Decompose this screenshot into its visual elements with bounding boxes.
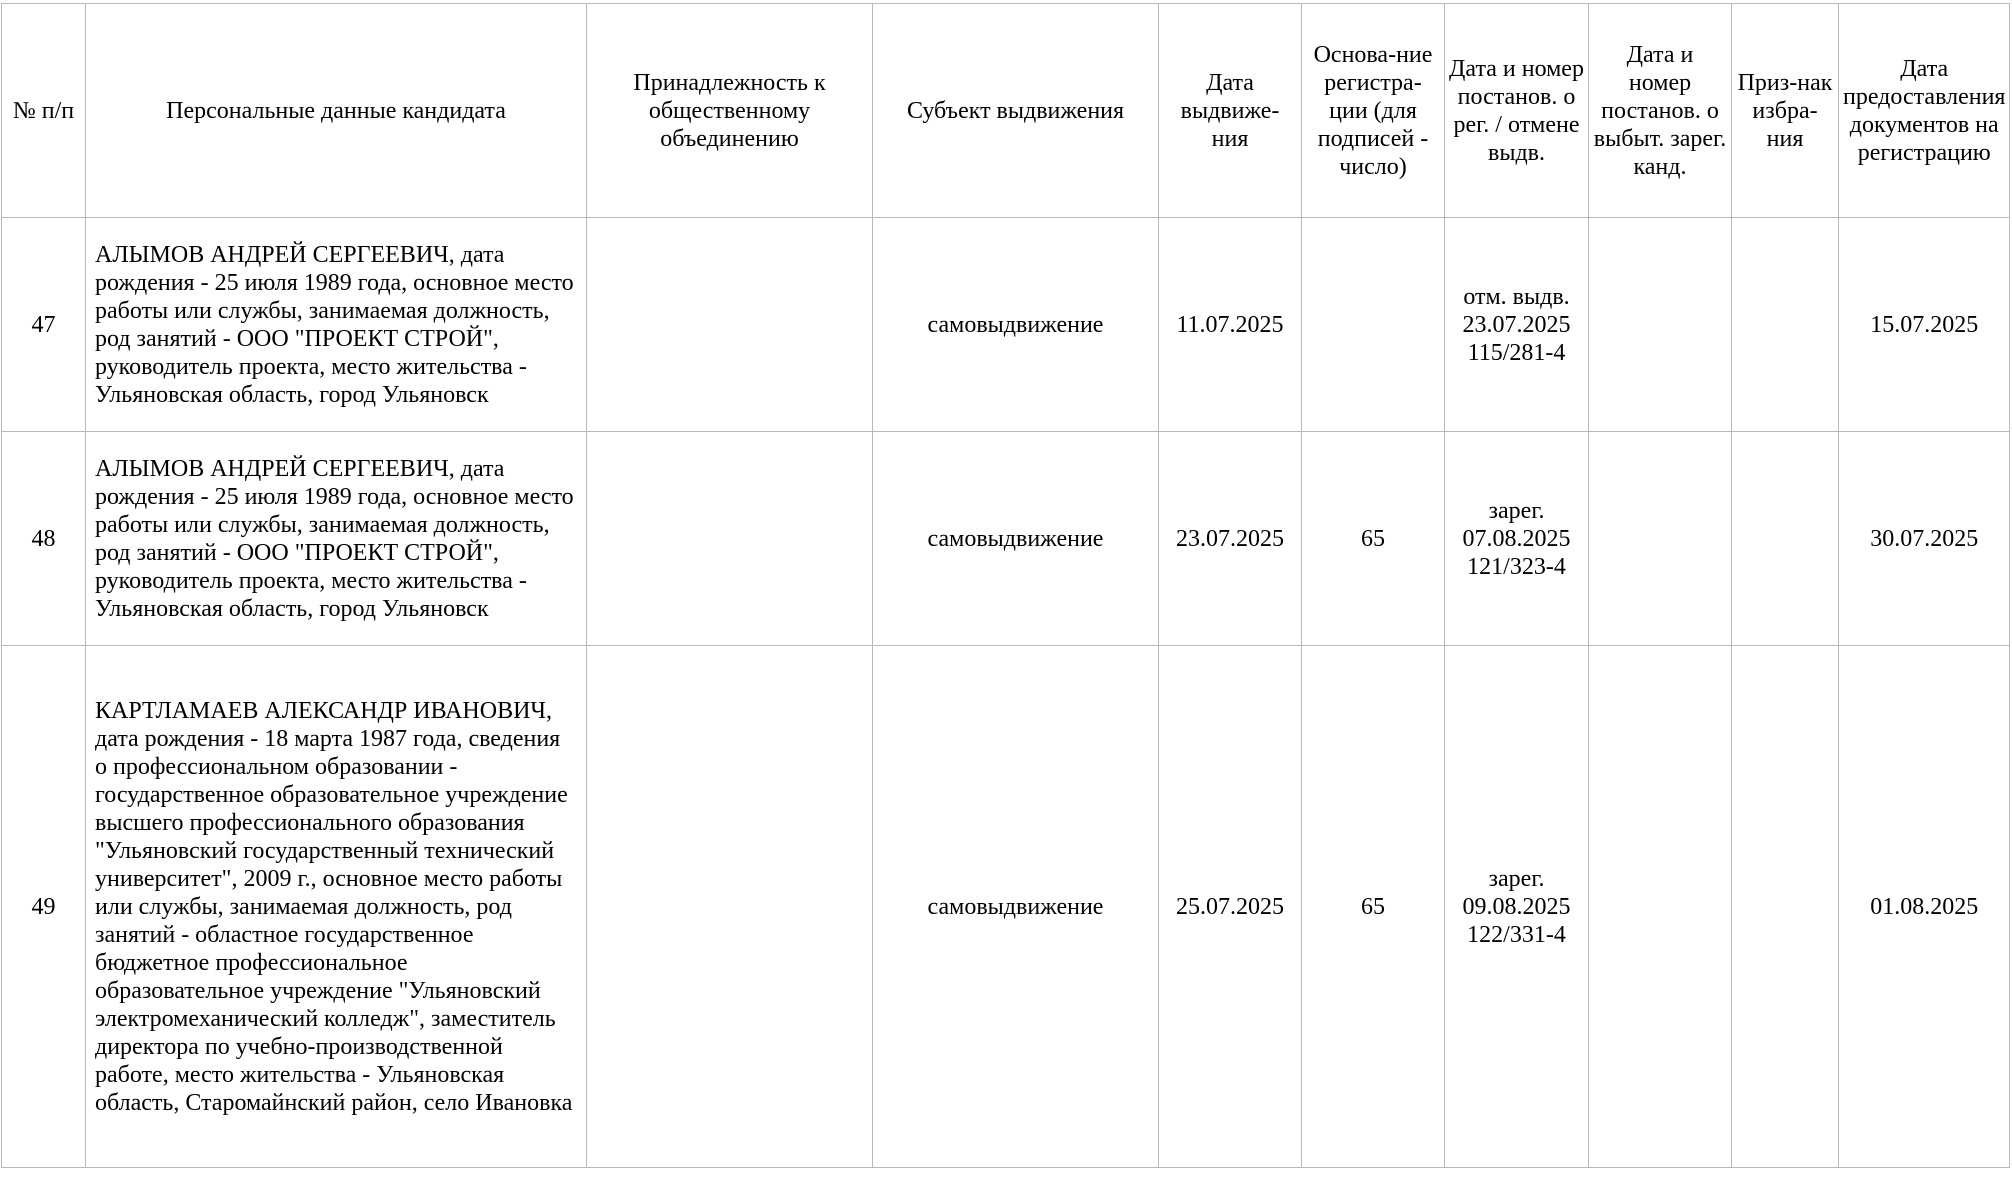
nomination-date: 25.07.2025 <box>1159 646 1302 1168</box>
candidate-details: КАРТЛАМАЕВ АЛЕКСАНДР ИВАНОВИЧ, дата рождения - 18 марта 1987 года, сведения о профессиональном образовании - государственное образовательное учреждение высшего профессионального образования "Ульяновский государственный технический университет", 2009 г., основное место работы или службы, занимаемая должность, род занятий - областное государственное бюджетное профессиональное образовательное учреждение "Ульяновский электромеханический колледж", заместитель директора по учебно-производственной работе, место жительства - Ульяновская область, Старомайнский район, село Ивановка <box>86 646 587 1168</box>
decision-number: 122/331-4 <box>1467 921 1566 948</box>
decision-number: 121/323-4 <box>1467 553 1566 580</box>
header-subject: Субъект выдвижения <box>873 4 1159 218</box>
retirement-decision <box>1589 218 1732 432</box>
registration-basis: 65 <box>1302 646 1445 1168</box>
retirement-decision <box>1589 646 1732 1168</box>
header-row <box>2 4 2010 218</box>
registration-decision <box>1445 218 1589 432</box>
table-row <box>2 646 2010 1168</box>
decision-status: зарег. <box>1488 497 1545 524</box>
association-cell <box>587 432 873 646</box>
decision-number: 115/281-4 <box>1467 339 1566 366</box>
candidate-details: АЛЫМОВ АНДРЕЙ СЕРГЕЕВИЧ, дата рождения - 25 июля 1989 года, основное место работы или службы, занимаемая должность, род занятий - ООО "ПРОЕКТ СТРОЙ", руководитель проекта, место жительства - Ульяновская область, город Ульяновск <box>86 432 587 646</box>
nomination-subject: самовыдвижение <box>873 432 1159 646</box>
candidate-details: АЛЫМОВ АНДРЕЙ СЕРГЕЕВИЧ, дата рождения - 25 июля 1989 года, основное место работы или службы, занимаемая должность, род занятий - ООО "ПРОЕКТ СТРОЙ", руководитель проекта, место жительства - Ульяновская область, город Ульяновск <box>86 218 587 432</box>
registration-decision <box>1445 432 1589 646</box>
documents-date: 01.08.2025 <box>1839 646 2010 1168</box>
elected-flag <box>1732 218 1839 432</box>
header-basis: Основа-ние регистра-ции (для подписей - число) <box>1302 4 1445 218</box>
row-number: 47 <box>2 218 86 432</box>
decision-status: зарег. <box>1488 865 1545 892</box>
header-num: № п/п <box>2 4 86 218</box>
row-number: 48 <box>2 432 86 646</box>
header-reg-decision: Дата и номер постанов. о рег. / отмене выдв. <box>1445 4 1589 218</box>
candidates-table <box>1 3 2010 1168</box>
header-retire-decision: Дата и номер постанов. о выбыт. зарег. канд. <box>1589 4 1732 218</box>
decision-date: 23.07.2025 <box>1462 311 1571 338</box>
documents-date: 30.07.2025 <box>1839 432 2010 646</box>
header-docs-date: Дата предоставления документов на регистрацию <box>1839 4 2010 218</box>
header-person: Персональные данные кандидата <box>86 4 587 218</box>
header-nomination-date: Дата выдвиже-ния <box>1159 4 1302 218</box>
header-elected: Приз-нак избра-ния <box>1732 4 1839 218</box>
registration-basis <box>1302 218 1445 432</box>
registration-basis: 65 <box>1302 432 1445 646</box>
elected-flag <box>1732 432 1839 646</box>
decision-date: 09.08.2025 <box>1462 893 1571 920</box>
registration-decision <box>1445 646 1589 1168</box>
table-row <box>2 218 2010 432</box>
header-association: Принадлежность к общественному объединению <box>587 4 873 218</box>
association-cell <box>587 646 873 1168</box>
decision-status: отм. выдв. <box>1463 283 1570 310</box>
documents-date: 15.07.2025 <box>1839 218 2010 432</box>
table-row <box>2 432 2010 646</box>
row-number: 49 <box>2 646 86 1168</box>
retirement-decision <box>1589 432 1732 646</box>
nomination-subject: самовыдвижение <box>873 218 1159 432</box>
decision-date: 07.08.2025 <box>1462 525 1571 552</box>
nomination-subject: самовыдвижение <box>873 646 1159 1168</box>
nomination-date: 23.07.2025 <box>1159 432 1302 646</box>
association-cell <box>587 218 873 432</box>
elected-flag <box>1732 646 1839 1168</box>
nomination-date: 11.07.2025 <box>1159 218 1302 432</box>
